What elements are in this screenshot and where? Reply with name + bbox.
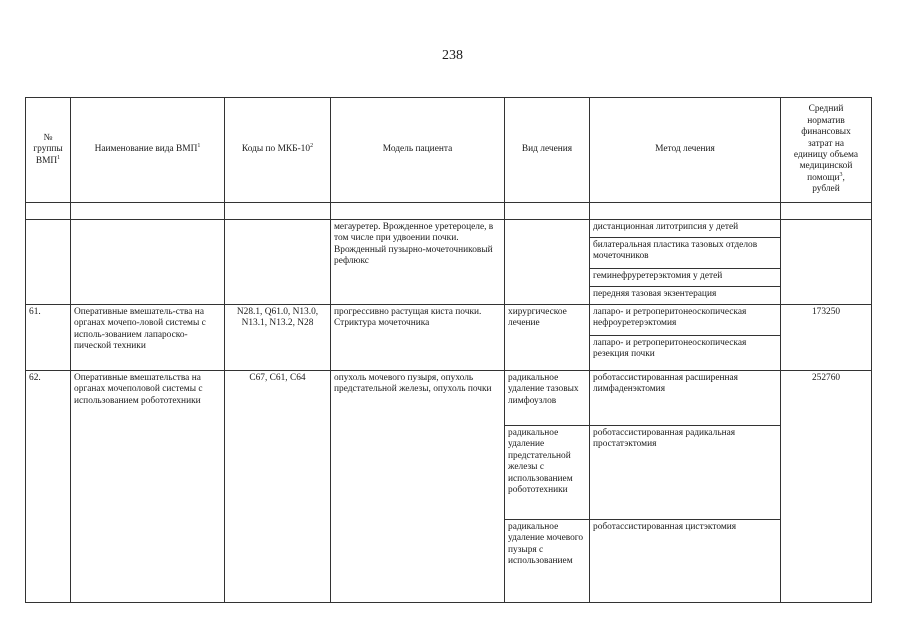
spacer-cell bbox=[26, 203, 71, 220]
spacer-cell bbox=[71, 203, 225, 220]
row61-icd: N28.1, Q61.0, N13.0, N13.1, N13.2, N28 bbox=[225, 305, 331, 371]
header-model: Модель пациента bbox=[331, 98, 505, 203]
row61-treatment: хирургическое лечение bbox=[505, 305, 590, 371]
header-icd: Коды по МКБ-$10^2$ bbox=[225, 98, 331, 203]
cont-method-2: билатеральная пластика тазовых отделов мочеточников bbox=[590, 238, 781, 269]
spacer-cell bbox=[781, 203, 871, 220]
row61-model: прогрессивно растущая киста почки. Стриктура мочеточника bbox=[331, 305, 505, 371]
cont-icd bbox=[225, 220, 331, 305]
cont-method-3: геминефруретерэктомия у детей bbox=[590, 269, 781, 287]
header-treatment: Вид лечения bbox=[505, 98, 590, 203]
cont-no bbox=[26, 220, 71, 305]
row61-no: 61. bbox=[26, 305, 71, 371]
cont-treatment bbox=[505, 220, 590, 305]
header-group-no: № группы ВМП$^1$ bbox=[26, 98, 71, 203]
header-cost: Средний норматив финансовых затрат на единицу объема медицинской помощи$^3$, рублей bbox=[781, 98, 871, 203]
spacer-cell bbox=[225, 203, 331, 220]
row62-name: Оперативные вмешательства на органах мочеполовой системы с использованием робототехники bbox=[71, 371, 225, 602]
row62-method-1: роботассистированная расширенная лимфаденэктомия bbox=[590, 371, 781, 426]
cont-model: мегауретер. Врожденное уретероцеле, в том числе при удвоении почки. Врожденный пузырно-мочеточниковый рефлюкс bbox=[331, 220, 505, 305]
spacer-cell bbox=[505, 203, 590, 220]
cont-name bbox=[71, 220, 225, 305]
row62-model: опухоль мочевого пузыря, опухоль предстательной железы, опухоль почки bbox=[331, 371, 505, 602]
page-number: 238 bbox=[442, 48, 463, 63]
header-name: Наименование вида ВМП$^1$ bbox=[71, 98, 225, 203]
cont-method-4: передняя тазовая экзентерация bbox=[590, 287, 781, 305]
header-method: Метод лечения bbox=[590, 98, 781, 203]
spacer-cell bbox=[331, 203, 505, 220]
cont-cost bbox=[781, 220, 871, 305]
row62-no: 62. bbox=[26, 371, 71, 602]
vmp-table bbox=[25, 97, 872, 603]
row62-treatment-2: радикальное удаление предстательной железы с использованием робототехники bbox=[505, 426, 590, 520]
row61-method-2: лапаро- и ретроперитонеоскопическая резекция почки bbox=[590, 336, 781, 371]
row62-method-3: роботассистированная цистэктомия bbox=[590, 520, 781, 602]
row62-method-2: роботассистированная радикальная простатэктомия bbox=[590, 426, 781, 520]
row62-treatment-3: радикальное удаление мочевого пузыря с использованием bbox=[505, 520, 590, 602]
row62-icd: C67, C61, C64 bbox=[225, 371, 331, 602]
row61-cost: 173250 bbox=[781, 305, 871, 371]
spacer-cell bbox=[590, 203, 781, 220]
row62-treatment-1: радикальное удаление тазовых лимфоузлов bbox=[505, 371, 590, 426]
row61-name: Оперативные вмешатель-ства на органах мочепо-ловой системы с исполь-зованием лапароско-пической техники bbox=[71, 305, 225, 371]
row62-cost: 252760 bbox=[811, 373, 841, 383]
cont-method-1: дистанционная литотрипсия у детей bbox=[590, 220, 781, 238]
row61-method-1: лапаро- и ретроперитонеоскопическая нефроуретерэктомия bbox=[590, 305, 781, 336]
